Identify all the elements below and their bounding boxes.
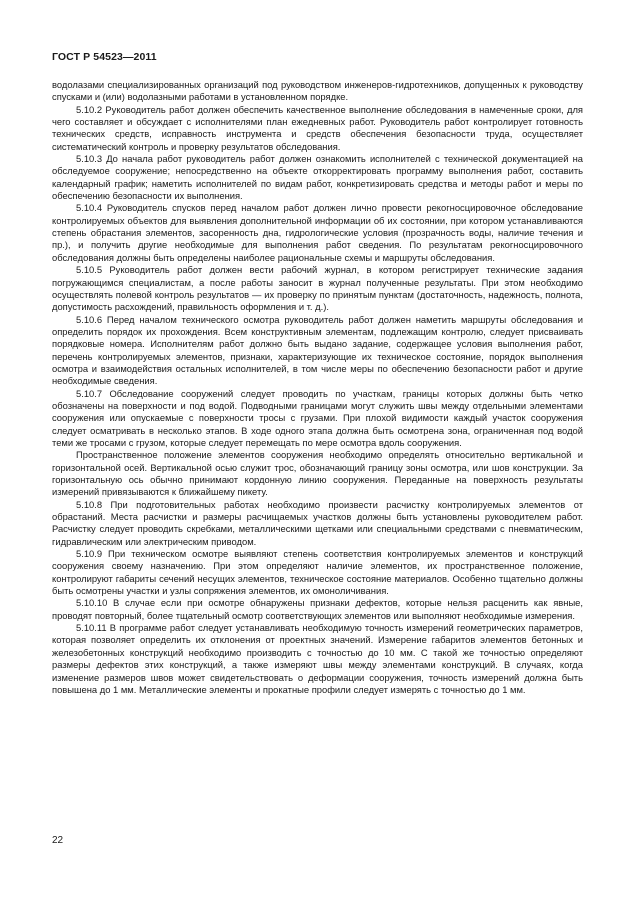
paragraph-5-10-11: 5.10.11 В программе работ следует устанавливать необходимую точность измерений геометрических параметров, которая позволяет определить их отклонения от проектных значений. Измерение габаритов элементов бетонных и железобетонных конструкций необходимо производить с точностью до 10 мм. С такой же точностью определяют размеры дефектов этих конструкций, а также измеряют швы между элементами конструкций. В случаях, когда изменение размеров швов может свидетельствовать о деформации сооружения, точность измерений должна быть повышена до 1 мм. Металлические элементы и прокатные профили следует измерять с точностью до 1 мм. bbox=[52, 622, 583, 695]
paragraph-5-10-10: 5.10.10 В случае если при осмотре обнаружены признаки дефектов, которые нельзя расценить как явные, проводят повторный, более тщательный осмотр соответствующих элементов или выполняют необходимые измерения. bbox=[52, 597, 583, 621]
paragraph-5-10-9: 5.10.9 При техническом осмотре выявляют степень соответствия контролируемых элементов и конструкций сооружения своему назначению. При этом определяют наличие элементов, их пространственное положение, контролируют габариты сечений несущих элементов, техническое состояние материалов. Особенно тщательно должны быть осмотрены участки и узлы сопряжения элементов, их омоноличивания. bbox=[52, 548, 583, 597]
paragraph-5-10-4: 5.10.4 Руководитель спусков перед началом работ должен лично провести рекогносцировочное обследование контролируемых объектов для выявления дополнительной информации об их состоянии, при котором устанавливаются степень обрастания элементов, засоренность дна, гидрологические условия (прозрачность воды, наличие течения и пр.), и получить другие необходимые для выполнения работ сведения. По результатам рекогносцировочного обследования должны быть определены наиболее рациональные схемы и маршруты обследования. bbox=[52, 202, 583, 263]
paragraph-5-10-2: 5.10.2 Руководитель работ должен обеспечить качественное выполнение обследования в намеченные сроки, для чего составляет и обсуждает с исполнителями план ежедневных работ. Руководитель работ контролирует готовность технических средств, исправность инструмента и средств обеспечения безопасности труда, осуществляет систематический контроль и проверку результатов обследования. bbox=[52, 103, 583, 152]
paragraph-5-10-5: 5.10.5 Руководитель работ должен вести рабочий журнал, в котором регистрирует технические задания погружающимся специалистам, а после работы заносит в журнал полученные результаты. При этом необходимо осуществлять полевой контроль результатов — их проверку по принятым пунктам (достаточность, надежность, полнота, допустимость расхождений, правильность оформления и т. д.). bbox=[52, 264, 583, 313]
paragraph-5-10-3: 5.10.3 До начала работ руководитель работ должен ознакомить исполнителей с технической документацией на обследуемое сооружение; непосредственно на объекте откорректировать программу выполнения работ, составить календарный график; наметить исполнителей по видам работ, конкретизировать средства и методы работ и меры по обеспечению безопасности их выполнения. bbox=[52, 153, 583, 202]
page-number: 22 bbox=[52, 835, 64, 846]
paragraph-5-10-6: 5.10.6 Перед началом технического осмотра руководитель работ должен наметить маршруты обследования и определить порядок их прохождения. Всем конструктивным элементам, подлежащим контролю, следует присваивать порядковые номера. Исполнителям работ должно быть выдано задание, содержащее условия выполнения работ, перечень контролируемых элементов, признаки, характеризующие их техническое состояние, порядок выполнения осмотра и взаимодействия остальных исполнителей, в том числе меры по обеспечению безопасности работ и другие необходимые сведения. bbox=[52, 313, 583, 387]
paragraph-5-10-8: 5.10.8 При подготовительных работах необходимо произвести расчистку контролируемых элементов от обрастаний. Места расчистки и размеры расчищаемых участков должны быть установлены руководителем работ. Расчистку следует проводить скребками, металлическими щетками или специальными средствами с пневматическим, гидравлическим или электрическим приводом. bbox=[52, 498, 583, 547]
paragraph-5-10-7: 5.10.7 Обследование сооружений следует проводить по участкам, границы которых должны быть четко обозначены на поверхности и под водой. Подводными границами могут служить швы между отдельными элементами сооружения или опускаемые с поверхности тросы с грузами. При плохой видимости каждый участок сооружения следует осматривать в несколько этапов. В ходе одного этапа должна быть осмотрена зона, ограниченная под водой теми же тросами с грузом, которые следует перемещать по мере осмотра вдоль сооружения. bbox=[52, 387, 583, 448]
document-header: ГОСТ Р 54523—2011 bbox=[52, 51, 157, 63]
document-body bbox=[52, 79, 583, 696]
paragraph-continuation: водолазами специализированных организаций под руководством инженеров-гидротехников, допущенных к руководству спусками и (или) водолазными работами в установленном порядке. bbox=[52, 79, 583, 103]
paragraph-spatial-position: Пространственное положение элементов сооружения необходимо определять относительно вертикальной и горизонтальной осей. Вертикальной осью служит трос, обозначающий границу зоны осмотра, или шов конструкции. За горизонтальную ось обычно принимают кордонную линию сооружения. Переданные на поверхность результаты измерений привязываются к ближайшему пикету. bbox=[52, 449, 583, 498]
